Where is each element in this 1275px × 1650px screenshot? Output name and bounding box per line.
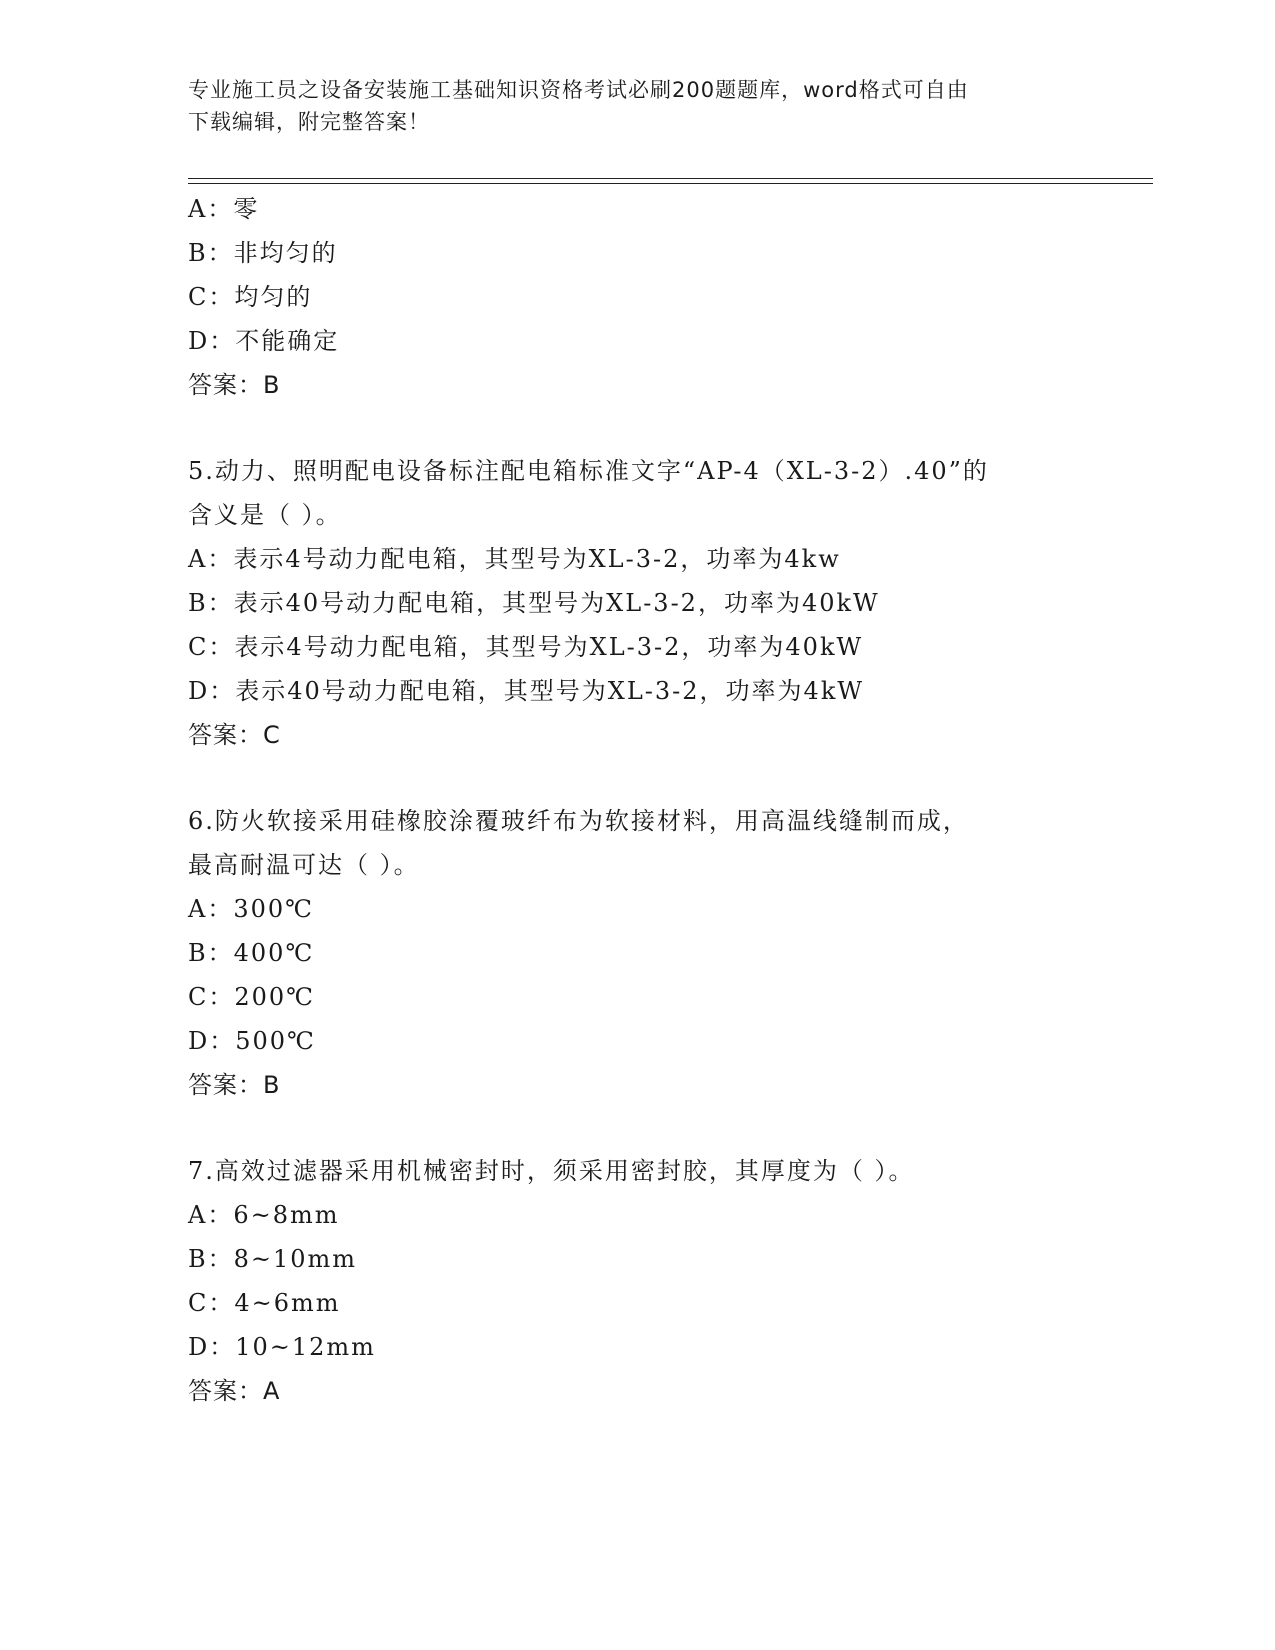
q7-option-c: C：4~6mm (188, 1289, 341, 1317)
q4-option-b: B：非均匀的 (188, 239, 338, 267)
q5-answer: 答案：C (188, 721, 281, 749)
q6-option-d: D：500℃ (188, 1027, 316, 1055)
q6-stem-line-1: 6.防火软接采用硅橡胶涂覆玻纤布为软接材料，用高温线缝制而成， (188, 807, 969, 835)
header-line-1: 专业施工员之设备安装施工基础知识资格考试必刷200题题库，word格式可自由 (188, 78, 969, 102)
q5-option-a: A：表示4号动力配电箱，其型号为XL-3-2，功率为4kw (188, 545, 841, 573)
q4-option-c: C：均匀的 (188, 283, 313, 311)
q5-stem-line-2: 含义是（ ）。 (188, 501, 342, 529)
q4-option-a: A：零 (188, 195, 260, 223)
q7-option-b: B：8~10mm (188, 1245, 358, 1273)
q6-stem-line-2: 最高耐温可达（ ）。 (188, 851, 420, 879)
q7-stem-line-1: 7.高效过滤器采用机械密封时，须采用密封胶，其厚度为（ ）。 (188, 1157, 915, 1185)
q6-option-a: A：300℃ (188, 895, 314, 923)
q4-answer: 答案：B (188, 371, 281, 399)
header-rule-top (188, 178, 1153, 179)
header-line-2: 下载编辑，附完整答案！ (188, 110, 430, 134)
q6-option-c: C：200℃ (188, 983, 316, 1011)
q7-answer: 答案：A (188, 1377, 281, 1405)
q7-option-d: D：10~12mm (188, 1333, 376, 1361)
q6-option-b: B：400℃ (188, 939, 315, 967)
q4-option-d: D：不能确定 (188, 327, 340, 355)
header-rule-bottom (188, 183, 1153, 184)
q7-option-a: A：6~8mm (188, 1201, 340, 1229)
q5-stem-line-1: 5.动力、照明配电设备标注配电箱标准文字“AP-4（XL-3-2）.40”的 (188, 457, 989, 485)
document-header (188, 74, 1088, 138)
q5-option-b: B：表示40号动力配电箱，其型号为XL-3-2，功率为40kW (188, 589, 880, 617)
q5-option-c: C：表示4号动力配电箱，其型号为XL-3-2，功率为40kW (188, 633, 864, 661)
q6-answer: 答案：B (188, 1071, 281, 1099)
q5-option-d: D：表示40号动力配电箱，其型号为XL-3-2，功率为4kW (188, 677, 865, 705)
